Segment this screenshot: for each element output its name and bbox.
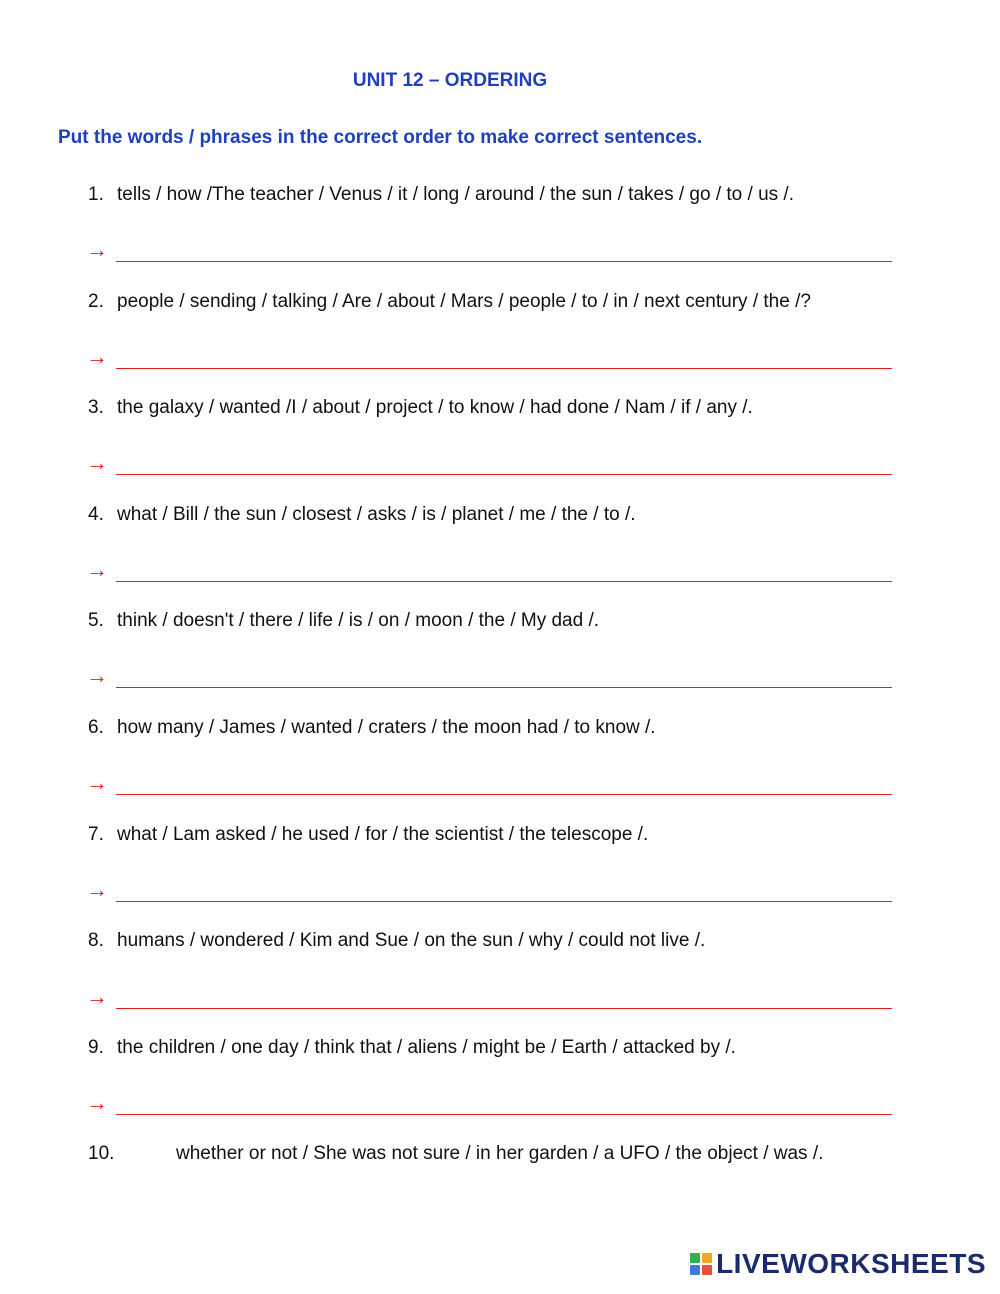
question-7 <box>88 824 648 846</box>
question-number: 6. <box>88 717 104 738</box>
logo-square <box>690 1253 700 1263</box>
question-number: 9. <box>88 1037 104 1058</box>
question-text: how many / James / wanted / craters / the moon had / to know /. <box>117 717 656 738</box>
logo-squares-icon <box>690 1253 712 1275</box>
question-text: humans / wondered / Kim and Sue / on the sun / why / could not live /. <box>117 930 706 951</box>
question-text: whether or not / She was not sure / in her garden / a UFO / the object / was /. <box>176 1143 824 1164</box>
arrow-icon: → <box>86 877 108 902</box>
logo-square <box>702 1265 712 1275</box>
answer-line-2[interactable] <box>86 343 892 371</box>
arrow-icon: → <box>86 344 108 369</box>
answer-line-3[interactable] <box>86 449 892 477</box>
question-1 <box>88 184 794 206</box>
answer-line-6[interactable] <box>86 769 892 797</box>
question-number: 10. <box>88 1143 115 1164</box>
question-6 <box>88 717 656 739</box>
question-text: think / doesn't / there / life / is / on / moon / the / My dad /. <box>117 610 600 631</box>
arrow-icon: → <box>86 663 108 688</box>
question-5 <box>88 610 599 632</box>
question-8 <box>88 930 705 952</box>
question-text: the galaxy / wanted /I / about / project / to know / had done / Nam / if / any /. <box>117 397 753 418</box>
question-9 <box>88 1037 736 1059</box>
instruction-text: Put the words / phrases in the correct order to make correct sentences. <box>58 127 703 148</box>
arrow-icon: → <box>86 450 108 475</box>
answer-line-9[interactable] <box>86 1089 892 1117</box>
answer-underline[interactable] <box>116 474 892 475</box>
question-3 <box>88 397 753 419</box>
question-number: 7. <box>88 824 104 845</box>
answer-underline[interactable] <box>116 901 892 902</box>
question-number: 4. <box>88 504 104 525</box>
question-number: 3. <box>88 397 104 418</box>
answer-underline[interactable] <box>116 261 892 262</box>
answer-line-5[interactable] <box>86 662 892 690</box>
logo-square <box>702 1253 712 1263</box>
question-text: what / Bill / the sun / closest / asks / is / planet / me / the / to /. <box>117 504 636 525</box>
arrow-icon: → <box>86 237 108 262</box>
arrow-icon: → <box>86 1090 108 1115</box>
answer-underline[interactable] <box>116 794 892 795</box>
worksheet-title: UNIT 12 – ORDERING <box>352 70 548 91</box>
liveworksheets-logo <box>690 1248 986 1280</box>
question-text: tells / how /The teacher / Venus / it / long / around / the sun / takes / go / to / us /. <box>117 184 794 205</box>
logo-text: LIVEWORKSHEETS <box>716 1248 986 1279</box>
answer-underline[interactable] <box>116 368 892 369</box>
arrow-icon: → <box>86 557 108 582</box>
question-10 <box>88 1143 823 1165</box>
arrow-icon: → <box>86 770 108 795</box>
question-4 <box>88 504 636 526</box>
question-number: 8. <box>88 930 104 951</box>
answer-line-4[interactable] <box>86 556 892 584</box>
question-text: people / sending / talking / Are / about / Mars / people / to / in / next century / the /? <box>117 291 811 312</box>
answer-underline[interactable] <box>116 1114 892 1115</box>
answer-line-1[interactable] <box>86 236 892 264</box>
question-2 <box>88 291 811 313</box>
question-number: 2. <box>88 291 104 312</box>
question-text: the children / one day / think that / aliens / might be / Earth / attacked by /. <box>117 1037 736 1058</box>
answer-underline[interactable] <box>116 1008 892 1009</box>
answer-underline[interactable] <box>116 687 892 688</box>
answer-underline[interactable] <box>116 581 892 582</box>
answer-line-7[interactable] <box>86 876 892 904</box>
question-number: 5. <box>88 610 104 631</box>
logo-square <box>690 1265 700 1275</box>
question-number: 1. <box>88 184 104 205</box>
answer-line-8[interactable] <box>86 983 892 1011</box>
arrow-icon: → <box>86 984 108 1009</box>
question-text: what / Lam asked / he used / for / the scientist / the telescope /. <box>117 824 649 845</box>
